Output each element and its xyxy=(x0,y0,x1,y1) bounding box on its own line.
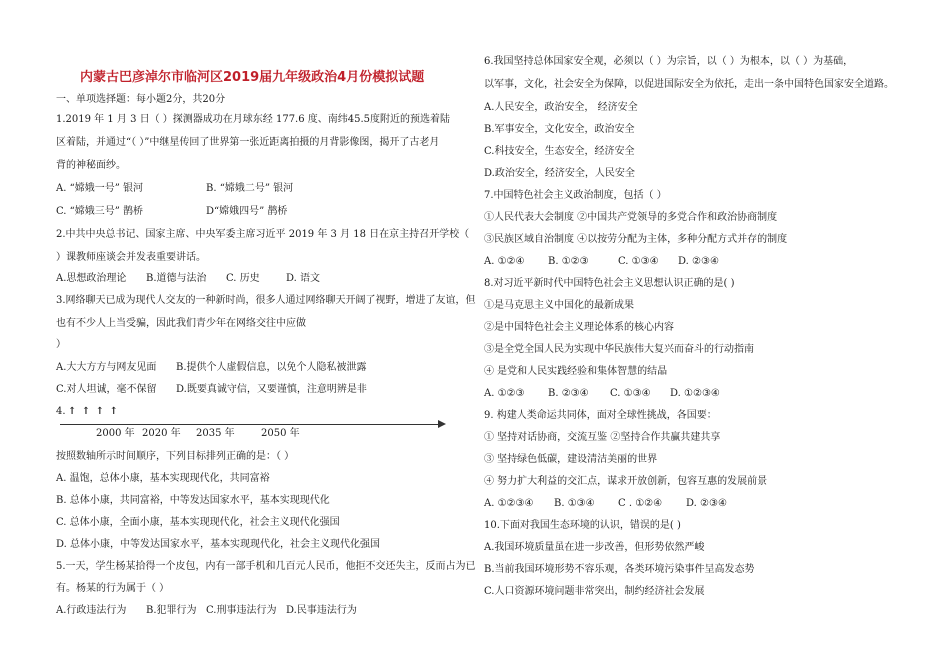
q7-statement-1: ①人民代表大会制度 ②中国共产党领导的多党合作和政治协商制度 xyxy=(484,212,778,223)
q10-option-a: A.我国环境质量虽在进一步改善，但形势依然严峻 xyxy=(484,542,705,553)
q9-statement-3: ④ 努力扩大利益的交汇点，谋求开放创新，包容互惠的发展前景 xyxy=(484,476,768,487)
q4-year-2020: 2020 年 xyxy=(142,428,181,439)
q6-option-a: A.人民安全，政治安全， 经济安全 xyxy=(484,102,638,113)
q2-line-1: 2.中共中央总书记、国家主席、中央军委主席习近平 2019 年 3 月 18 日在京主持召开学校（ xyxy=(56,229,470,240)
q1-option-b: B. “嫦娥二号” 银河 xyxy=(206,183,294,194)
q8-option-c: C. ①③④ xyxy=(610,388,651,399)
q6-line-2: 以军事，文化，社会安全为保障，以促进国际安全为依托，走出一条中国特色国家安全道路。 xyxy=(484,79,894,90)
q7-option-c: C. ①③④ xyxy=(618,256,659,267)
q6-option-b: B.军事安全，文化安全，政治安全 xyxy=(484,124,635,135)
q3-option-a: A.大大方方与网友见面 xyxy=(56,362,157,373)
q4-year-2035: 2035 年 xyxy=(196,428,235,439)
q2-option-b: B.道德与法治 xyxy=(146,273,207,284)
q5-option-c: C.刑事违法行为 xyxy=(206,605,277,616)
q5-option-a: A.行政违法行为 xyxy=(56,605,127,616)
q3-option-b: B.提供个人虚假信息，以免个人隐私被泄露 xyxy=(176,362,367,373)
q1-option-a: A. “嫦娥一号” 银河 xyxy=(56,183,143,194)
q1-option-d: D“嫦娥四号” 鹊桥 xyxy=(206,206,288,217)
q4-option-d: D. 总体小康，中等发达国家水平，基本实现现代化，社会主义现代化强国 xyxy=(56,539,381,550)
q8-option-d: D. ①②③④ xyxy=(670,388,720,399)
q8-option-b: B. ②③④ xyxy=(548,388,589,399)
q8-statement-4: ④ 是党和人民实践经验和集体智慧的结晶 xyxy=(484,366,668,377)
q1-line-2: 区着陆，并通过“（ ）”中继星传回了世界第一张近距离拍摄的月背影像图，揭开了古老月 xyxy=(56,137,440,148)
q5-option-b: B.犯罪行为 xyxy=(146,605,197,616)
q7-option-b: B. ①②③ xyxy=(548,256,589,267)
q8-statement-3: ③是全党全国人民为实现中华民族伟大复兴而奋斗的行动指南 xyxy=(484,344,754,355)
q5-option-d: D.民事违法行为 xyxy=(286,605,357,616)
q9-option-d: D. ②③④ xyxy=(686,498,727,509)
q7-statement-2: ③民族区域自治制度 ④以按劳分配为主体，多种分配方式并存的制度 xyxy=(484,234,788,245)
q9-statement-2: ③ 坚持绿色低碳，建设清洁美丽的世界 xyxy=(484,454,658,465)
q7-option-d: D. ②③④ xyxy=(678,256,719,267)
q3-option-c: C.对人坦诚，毫不保留 xyxy=(56,384,157,395)
q2-line-2: ）课教师座谈会并发表重要讲话。 xyxy=(56,252,206,263)
q6-option-d: D.政治安全，经济安全，人民安全 xyxy=(484,168,635,179)
q2-option-d: D. 语文 xyxy=(286,273,321,284)
q8-statement-1: ①是马克思主义中国化的最新成果 xyxy=(484,300,634,311)
q4-stem: 按照数轴所示时间顺序，下列目标排列正确的是：（ ） xyxy=(56,451,295,462)
q5-line-1: 5.一天，学生杨某拾得一个皮包，内有一部手机和几百元人民币，他拒不交还失主，反而占为已 xyxy=(56,561,476,572)
q7-stem: 7.中国特色社会主义政治制度，包括（ ） xyxy=(484,190,667,201)
q8-statement-2: ②是中国特色社会主义理论体系的核心内容 xyxy=(484,322,674,333)
q6-line-1: 6.我国坚持总体国家安全观，必须以（ ）为宗旨，以（ ）为根本，以（ ）为基础， xyxy=(484,56,854,67)
q6-option-c: C.科技安全，生态安全，经济安全 xyxy=(484,146,635,157)
q2-option-a: A.思想政治理论 xyxy=(56,273,127,284)
q3-line-2: 也有不少人上当受骗，因此我们青少年在网络交往中应做 xyxy=(56,318,306,329)
q10-option-c: C.人口资源环境问题非常突出，制约经济社会发展 xyxy=(484,586,705,597)
q1-line-3: 背的神秘面纱。 xyxy=(56,160,126,171)
q3-option-d: D.既要真诚守信，又要谨慎，注意明辨是非 xyxy=(176,384,367,395)
q1-option-c: C. “嫦娥三号” 鹊桥 xyxy=(56,206,144,217)
q8-stem: 8.对习近平新时代中国特色社会主义思想认识正确的是( ) xyxy=(484,278,735,289)
q4-label: 4. xyxy=(56,406,66,417)
q7-option-a: A. ①②④ xyxy=(484,256,525,267)
q4-arrows: ↑ ↑ ↑ ↑ xyxy=(68,406,119,417)
q9-option-b: B. ①③④ xyxy=(554,498,595,509)
q4-year-2000: 2000 年 xyxy=(96,428,135,439)
q9-option-c: C . ①②④ xyxy=(618,498,663,509)
q4-option-c: C. 总体小康，全面小康，基本实现现代化，社会主义现代化强国 xyxy=(56,517,340,528)
q9-option-a: A. ①②③④ xyxy=(484,498,534,509)
q9-stem: 9. 构建人类命运共同体，面对全球性挑战，各国要： xyxy=(484,410,717,421)
q4-option-b: B. 总体小康，共同富裕，中等发达国家水平，基本实现现代化 xyxy=(56,495,330,506)
q4-option-a: A. 温饱，总体小康，基本实现现代化，共同富裕 xyxy=(56,473,270,484)
section-heading: 一、单项选择题：每小题2分，共20分 xyxy=(56,94,226,105)
q3-line-1: 3.网络聊天已成为现代人交友的一种新时尚，很多人通过网络聊天开阔了视野，增进了友谊，但 xyxy=(56,295,476,306)
q2-option-c: C. 历史 xyxy=(226,273,260,284)
q8-option-a: A. ①②③ xyxy=(484,388,525,399)
q3-line-3: ） xyxy=(56,339,66,350)
q4-timeline-arrowhead xyxy=(438,420,446,428)
q4-timeline-axis xyxy=(60,424,438,425)
q10-stem: 10.下面对我国生态环境的认识，错误的是( ) xyxy=(484,520,681,531)
exam-title: 内蒙古巴彦淖尔市临河区2019届九年级政治4月份模拟试题 xyxy=(80,70,425,85)
q9-statement-1: ① 坚持对话协商，交流互鉴 ②坚持合作共赢共建共享 xyxy=(484,432,721,443)
q10-option-b: B.当前我国环境形势不容乐观，各类环境污染事件呈高发态势 xyxy=(484,564,755,575)
q5-line-2: 有。杨某的行为属于（ ） xyxy=(56,583,170,594)
q1-line-1: 1.2019 年 1 月 3 日（ ）探测器成功在月球东经 177.6 度、南纬45.5度附近的预选着陆 xyxy=(56,114,451,125)
q4-year-2050: 2050 年 xyxy=(261,428,300,439)
